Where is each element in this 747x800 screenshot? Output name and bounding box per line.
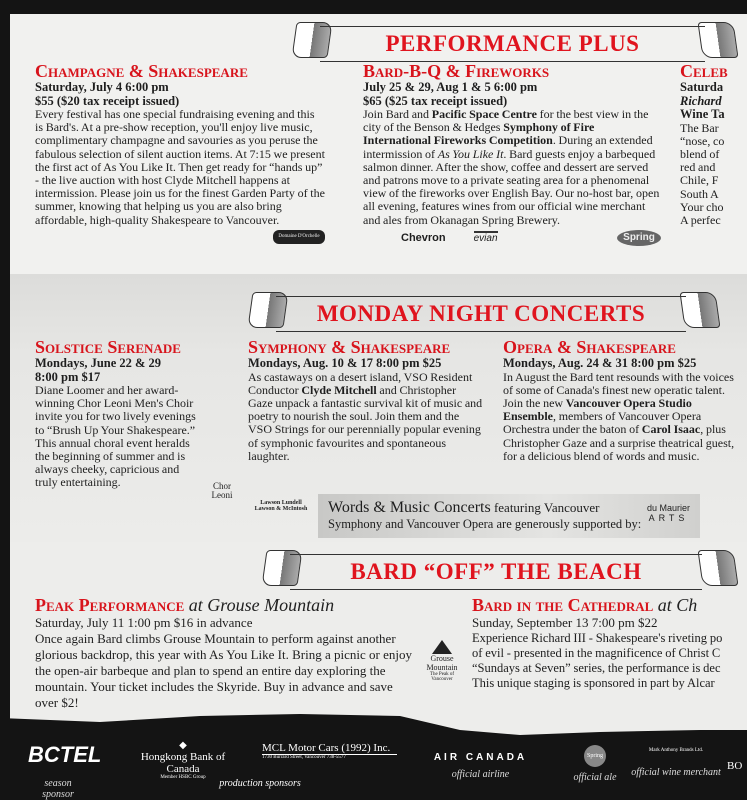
spring-logo: Spring: [617, 230, 661, 246]
event-date: Saturda: [680, 80, 724, 94]
event-venue: at Grouse Mountain: [188, 595, 335, 615]
event-price: $55 ($20 tax receipt issued): [35, 93, 180, 108]
domaine-logo: Domaine D'Orchelle: [273, 230, 325, 244]
sponsor-name: Mark Anthony Brands Ltd.: [648, 748, 704, 753]
sponsor-name: BCTEL: [28, 742, 102, 767]
event-body: Once again Bard climbs Grouse Mountain to perform against another glorious backdrop, this year with As You Like It. Bring a picnic or enjoy the open-air barbeque and plan to spend an entire day exploring the mountain. Your ticket includes the Skyride. Buy in advance and save over $2!: [35, 631, 412, 710]
du-maurier-logo: [647, 503, 690, 523]
event-body: Join Bard and Pacific Space Centre for the best view in the city of the Benson & Hedges Symphony of Fire International Fireworks Competition. During an extended intermission of As You Like It. Bard guests enjoy a barbequed salmon dinner. After the show, coffee and dessert are served and patrons move to a private seating area for a phenomenal view of the fireworks over English Bay. Our no-host bar, open all evening, features wines from our official wine merchant and ales from Okanagan Spring Brewery.: [363, 107, 660, 227]
body-line: This unique staging is sponsored in part by Alcar: [472, 676, 715, 690]
event-body: As castaways on a desert island, VSO Resident Conductor Clyde Mitchell and Christopher Gaze unpack a fantastic survival kit of music and poetry to nourish the soul. Join them and the VSO Strings for our perennially popular evening of symphonic favourites and spontaneous laughter.: [248, 369, 483, 463]
event-opera: [503, 338, 743, 463]
event-date: Mondays, Aug. 10 & 17 8:00 pm $25: [248, 356, 442, 370]
banner-off-beach: BARD “OFF” THE BEACH: [290, 554, 702, 590]
event-champagne: [35, 62, 325, 244]
sponsor-mcl: [262, 742, 397, 760]
event-peak: [35, 595, 415, 711]
body-line: “nose, co: [680, 133, 725, 148]
body-line: Experience Richard III - Shakespeare's riveting po: [472, 631, 723, 645]
event-subtitle: Richard: [680, 93, 722, 108]
event-date: Saturday, July 4 6:00 pm: [35, 80, 169, 94]
sponsor-role: official ale: [573, 772, 617, 783]
event-title: Bard in the Cathedral: [472, 595, 654, 615]
event-price: $65 ($25 tax receipt issued): [363, 93, 508, 108]
event-symphony: [248, 338, 483, 463]
event-solstice: [35, 338, 200, 490]
event-title: Champagne & Shakespeare: [35, 61, 248, 81]
event-cathedral: [472, 595, 745, 691]
grouse-mountain-logo: [420, 640, 464, 682]
body-line: of evil - presented in the magnificence of Christ C: [472, 646, 721, 660]
sponsor-role: production sponsors: [219, 778, 301, 789]
sponsor-sub: Member HSBC Group: [160, 775, 206, 780]
sponsor-role: official airline: [451, 769, 510, 780]
words-music-box: [318, 494, 700, 538]
sponsor-spring: [568, 745, 622, 783]
left-border: [0, 0, 10, 800]
event-date: Mondays, June 22 & 29: [35, 356, 162, 370]
sponsor-role: official wine merchant: [631, 767, 721, 778]
sponsor-sub: 1730 Burrard Street, Vancouver 738-5577: [262, 755, 346, 760]
top-border: [0, 0, 747, 14]
body-line: A perfec: [680, 212, 721, 227]
body-line: The Bar: [680, 120, 719, 135]
event-title: Symphony & Shakespeare: [248, 337, 451, 357]
event-bard-bq: [363, 62, 665, 246]
lawson-lundell-logo: Lawson Lundell Lawson & McIntosh: [254, 500, 308, 512]
sponsor-role: season sponsor: [42, 778, 74, 800]
event-date: Saturday, July 11 1:00 pm $16 in advance: [35, 615, 253, 630]
event-celebration: [680, 62, 744, 227]
event-date: Mondays, Aug. 24 & 31 8:00 pm $25: [503, 356, 697, 370]
logo-text: ARTS: [648, 513, 689, 523]
event-title: Opera & Shakespeare: [503, 337, 676, 357]
event-subtitle: Wine Ta: [680, 107, 725, 121]
sponsor-mark-anthony: [628, 748, 724, 778]
mountain-icon: [432, 640, 452, 654]
event-title: Celeb: [680, 61, 728, 81]
body-line: “Sundays at Seven” series, the performance is dec: [472, 661, 721, 675]
event-body: Diane Loomer and her award-winning Chor Leoni Men's Choir invite you for two lively evenings to “Brush Up Your Shakespeare.” This annual choral event heralds the beginning of summer and is always cheeky, capricious and truly entertaining.: [35, 383, 196, 490]
evian-logo: evian: [473, 233, 498, 245]
body-line: Your cho: [680, 199, 724, 214]
chevron-logo: Chevron: [401, 231, 446, 244]
body-line: South A: [680, 186, 719, 201]
event-body: In August the Bard tent resounds with the voices of some of Canada's finest new operatic talent. Join the new Vancouver Opera Studio Ensemble, members of Vancouver Opera Orchestra under the baton of Carol Isaac, plus Christopher Gaze and a surprise theatrical guest, for a delicious blend of words and music.: [503, 369, 735, 463]
logo-text: du Maurier: [646, 503, 690, 513]
event-date: July 25 & 29, Aug 1 & 5 6:00 pm: [363, 80, 538, 94]
sponsor-name: AIR CANADA: [433, 752, 528, 763]
body-line: red and: [680, 160, 716, 175]
sponsor-name: MCL Motor Cars (1992) Inc.: [262, 742, 397, 755]
banner-performance-plus: PERFORMANCE PLUS: [320, 26, 705, 62]
sponsor-name: Hongkong Bank of Canada: [140, 751, 226, 775]
event-title: Solstice Serenade: [35, 337, 181, 357]
sponsor-air-canada: [428, 752, 533, 780]
sponsor-name: Spring: [584, 745, 606, 767]
event-title: Peak Performance: [35, 595, 185, 615]
sponsor-bctel: [28, 742, 102, 800]
sponsor-hsbc: [128, 740, 238, 780]
event-date: Sunday, September 13 7:00 pm $22: [472, 615, 658, 630]
scroll-icon: [697, 550, 738, 586]
event-time: 8:00 pm $17: [35, 369, 101, 384]
body-line: Chile, F: [680, 173, 719, 188]
event-body: Every festival has one special fundraising evening and this is Bard's. At a pre-show reception, you'll enjoy live music, complimentary champagne and savouries as you peruse the fabulous selection of silent auction items. At 7:15 we present the first act of As You Like It. Then get ready for “hands up” - the live auction with host Clyde Mitchell happens at intermission. Please join us for the finest Garden Party of the summer, knowing that helping us you are also bring affordable, high-quality Shakespeare to Vancouver.: [35, 107, 325, 227]
logo-text: The Peak of Vancouver: [429, 672, 455, 682]
sponsor-cut: BO: [727, 760, 743, 772]
logo-text: Grouse Mountain: [426, 654, 458, 672]
words-music-text: Symphony and Vancouver Opera are generously supported by:: [328, 517, 642, 531]
chor-leoni-logo: Chor Leoni: [211, 481, 233, 500]
words-music-title: Words & Music Concerts: [328, 499, 491, 516]
event-venue: at Ch: [657, 595, 698, 615]
words-music-text: featuring Vancouver: [490, 500, 600, 515]
banner-monday-night: MONDAY NIGHT CONCERTS: [276, 296, 686, 332]
hexagon-icon: ◆: [179, 740, 187, 751]
event-title: Bard-B-Q & Fireworks: [363, 61, 550, 81]
body-line: blend of: [680, 146, 720, 161]
